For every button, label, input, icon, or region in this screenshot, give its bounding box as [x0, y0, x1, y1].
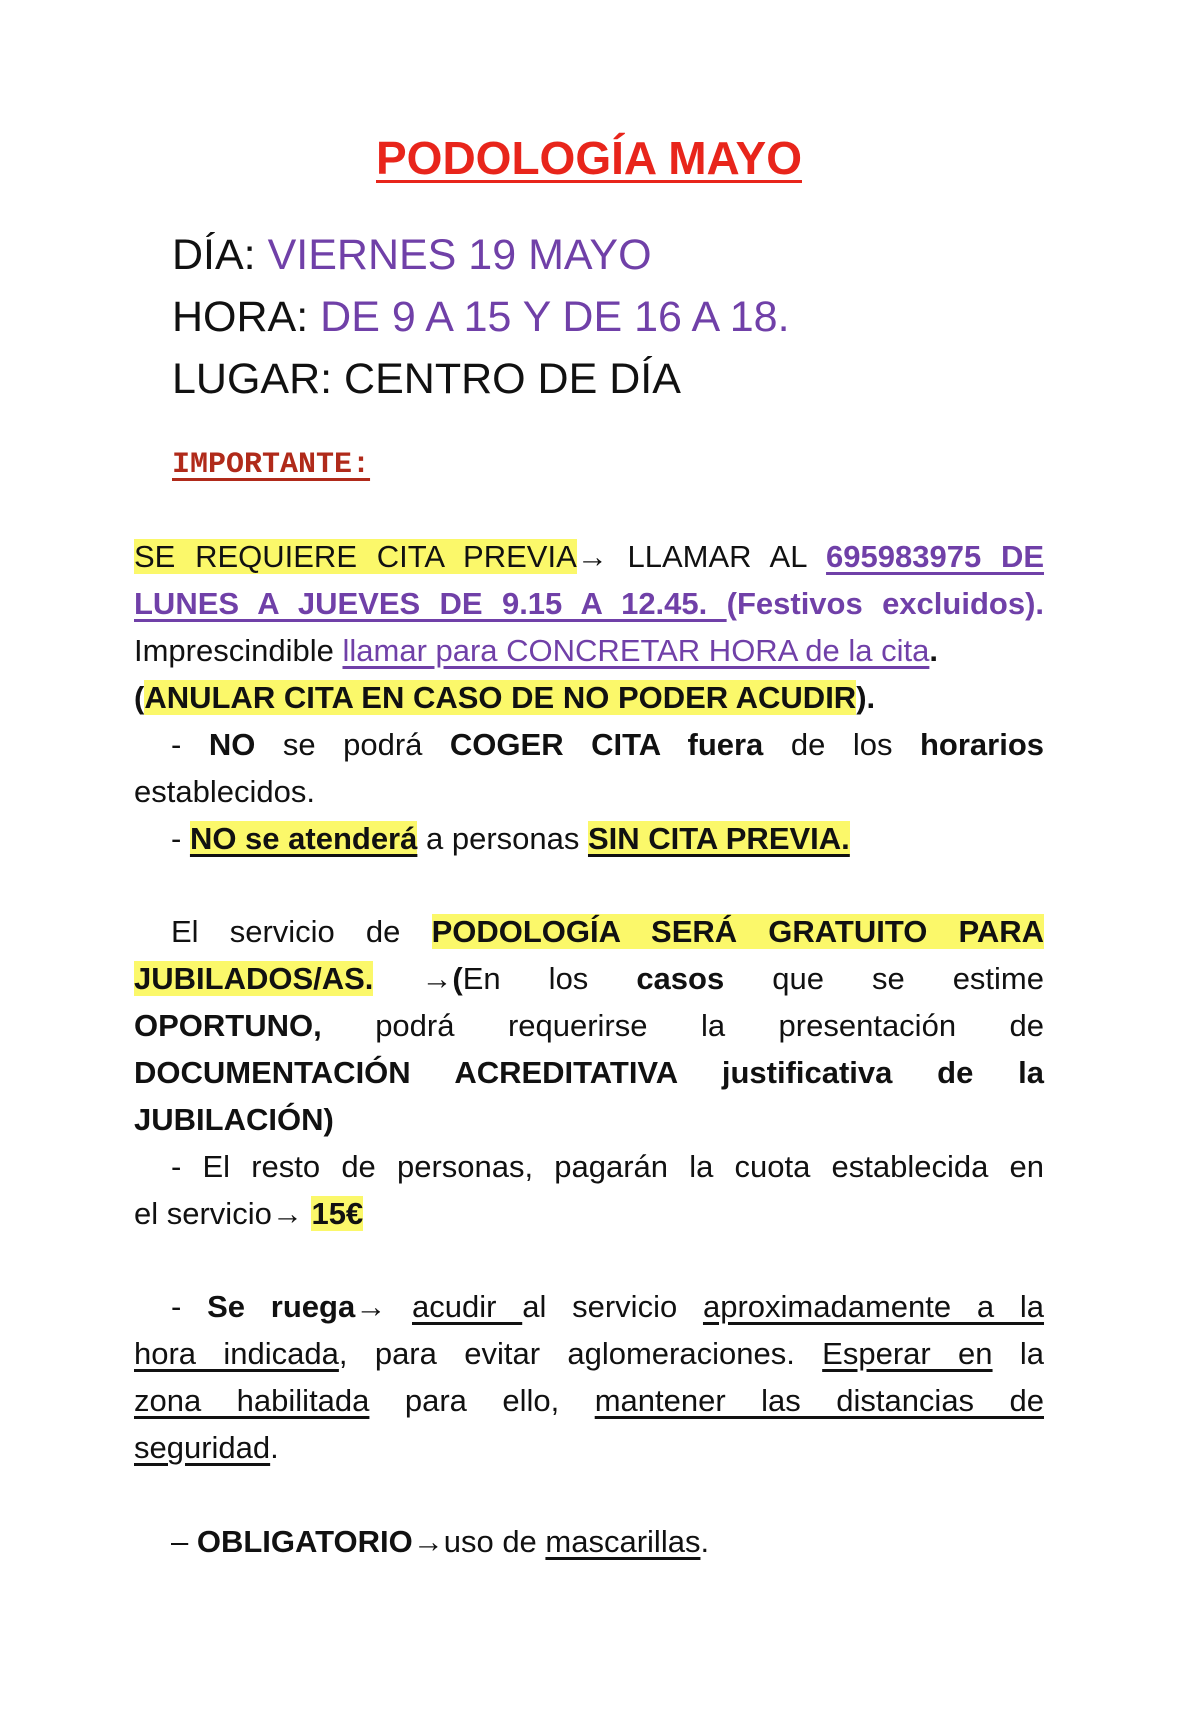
obligatorio-paragraph: – OBLIGATORIO→uso de mascarillas.: [171, 1524, 710, 1559]
info-hora: HORA: DE 9 A 15 Y DE 16 A 18.: [172, 293, 790, 341]
phone-link[interactable]: 695983975 DE: [826, 539, 1045, 574]
servicio-paragraph: El servicio de PODOLOGÍA SERÁ GRATUITO PARA JUBILADOS/AS. →(En los casos que se estime OPORTUNO, podrá requerirse la presentación de DOCUMENTACIÓN ACREDITATIVA justificativa de la JUBILACIÓN) - El resto de personas, pagarán la cuota establecida en el servicio→ 15€: [134, 914, 1044, 1231]
info-lugar: LUGAR: CENTRO DE DÍA: [172, 355, 681, 403]
cita-paragraph: SE REQUIERE CITA PREVIA→ LLAMAR AL 695983975 DE LUNES A JUEVES DE 9.15 A 12.45. (Festivos excluidos). Imprescindible llamar para CONCRETAR HORA de la cita. (ANULAR CITA EN CASO DE NO PODER ACUDIR). - NO se podrá COGER CITA fuera de los horarios establecidos. - NO se atenderá a personas SIN CITA PREVIA.: [134, 539, 1045, 856]
ruega-paragraph: - Se ruega→ acudir al servicio aproximadamente a la hora indicada, para evitar aglomeraciones. Esperar en la zona habilitada para ello, mantener las distancias de seguridad.: [134, 1289, 1045, 1465]
important-heading: IMPORTANTE:: [172, 448, 371, 482]
page-title: PODOLOGÍA MAYO: [376, 132, 802, 184]
info-dia: DÍA: VIERNES 19 MAYO: [172, 231, 652, 279]
